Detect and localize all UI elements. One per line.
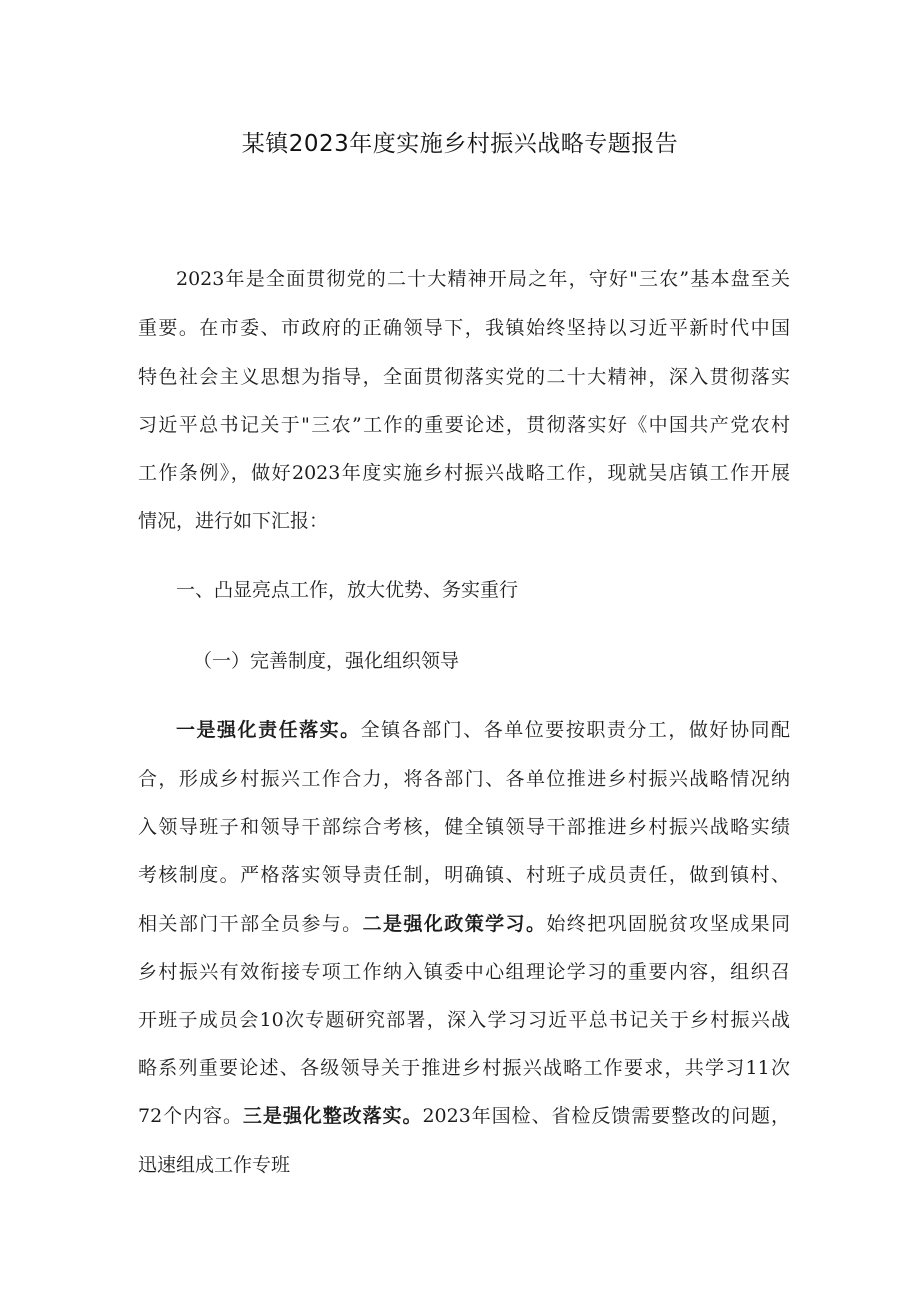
body-text: 2023年国检、省检反馈需要整改的问题， — [422, 1105, 790, 1127]
body-text: 全镇各部门、各单位要按职责分工，做好协同配 — [360, 719, 790, 741]
body-line: 迅速组成工作专班 — [138, 1154, 291, 1176]
intro-line: 2023年是全面贯彻党的二十大精神开局之年，守好"三农”基本盘至关 — [176, 268, 790, 290]
body-line — [138, 910, 790, 938]
body-line: 考核制度。严格落实领导责任制，明确镇、村班子成员责任，做到镇村、 — [138, 864, 790, 886]
body-line: 合，形成乡村振兴工作合力，将各部门、各单位推进乡村振兴战略情况纳 — [138, 768, 790, 790]
body-text: 相关部门干部全员参与。 — [138, 913, 363, 935]
document-title: 某镇2023年度实施乡村振兴战略专题报告 — [241, 131, 679, 157]
body-line — [138, 1102, 790, 1130]
section-heading: 一、凸显亮点工作，放大优势、务实重行 — [176, 579, 519, 601]
subsection-heading: （一）完善制度，强化组织领导 — [193, 650, 460, 672]
body-line: 入领导班子和领导干部综合考核，健全镇领导干部推进乡村振兴战略实绩 — [138, 816, 790, 838]
body-line: 开班子成员会10次专题研究部署，深入学习习近平总书记关于乡村振兴战 — [138, 1009, 790, 1031]
bold-phrase: 二是强化政策学习。 — [362, 913, 547, 935]
bold-phrase: 一是强化责任落实。 — [176, 719, 361, 741]
body-line — [176, 716, 790, 744]
body-text: 72个内容。 — [138, 1105, 243, 1127]
body-line: 略系列重要论述、各级领导关于推进乡村振兴战略工作要求，共学习11次 — [138, 1057, 790, 1079]
intro-line: 习近平总书记关于"三农”工作的重要论述，贯彻落实好《中国共产党农村 — [138, 414, 790, 436]
bold-phrase: 三是强化整改落实。 — [242, 1105, 423, 1127]
intro-line: 工作条例》，做好2023年度实施乡村振兴战略工作，现就吴店镇工作开展 — [138, 462, 790, 484]
body-line: 乡村振兴有效衔接专项工作纳入镇委中心组理论学习的重要内容，组织召 — [138, 961, 790, 983]
intro-line: 特色社会主义思想为指导，全面贯彻落实党的二十大精神，深入贯彻落实 — [138, 366, 790, 388]
intro-line: 情况，进行如下汇报： — [138, 510, 329, 532]
body-text: 始终把巩固脱贫攻坚成果同 — [546, 913, 790, 935]
intro-line: 重要。在市委、市政府的正确领导下，我镇始终坚持以习近平新时代中国 — [138, 317, 790, 339]
